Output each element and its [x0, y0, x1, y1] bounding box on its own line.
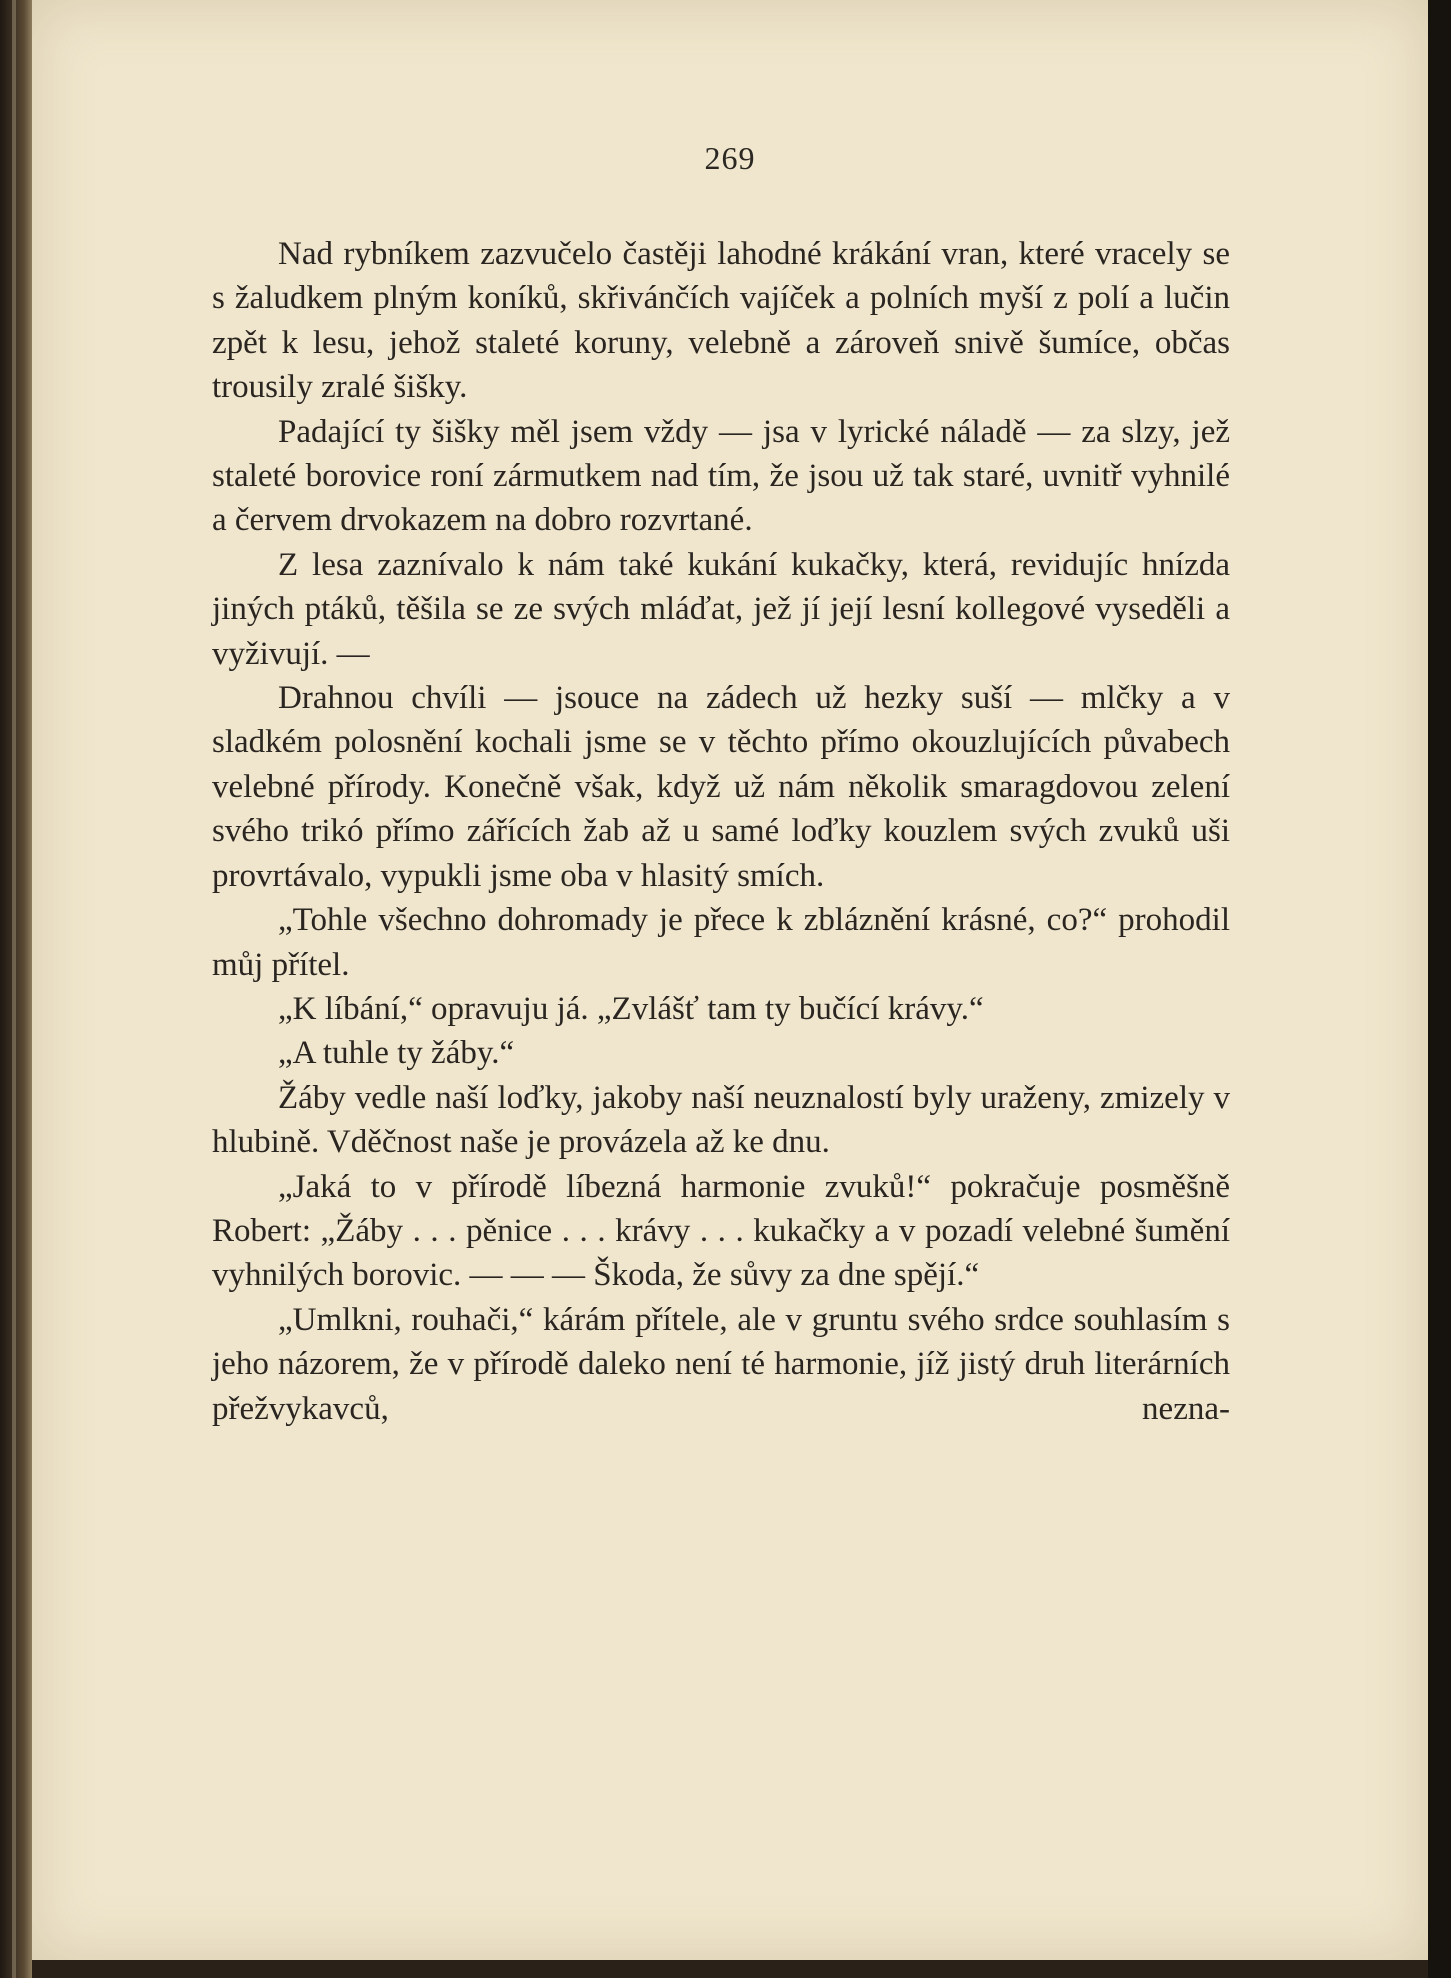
page-bottom-edge	[32, 1960, 1428, 1978]
paragraph-5: „Tohle všechno dohromady je přece k zbláznění krásné, co?“ prohodil můj přítel.	[212, 902, 1230, 983]
paragraph-1: Nad rybníkem zazvučelo častěji lahodné krákání vran, které vracely se s žaludkem plným koníků, skřivánčích vajíček a polních myší z polí a lučin zpět k lesu, jehož staleté koruny, velebně a zároveň snivě šumíce, občas trousily zralé šišky.	[212, 236, 1230, 406]
book-page	[32, 0, 1428, 1960]
paragraph-2: Padající ty šišky měl jsem vždy — jsa v lyrické náladě — za slzy, jež staleté borovice roní zármutkem nad tím, že jsou už tak staré, uvnitř vyhnilé a červem drvokazem na dobro rozvrtané.	[212, 413, 1230, 539]
page-right-edge	[1428, 0, 1451, 1978]
paragraph-9: „Jaká to v přírodě líbezná harmonie zvuků!“ pokračuje posměšně Robert: „Žáby . . . pěnice . . . krávy . . . kukačky a v pozadí velebné šumění vyhnilých borovic. — — — Škoda, že sůvy za dne spějí.“	[212, 1168, 1230, 1294]
book-gutter	[0, 0, 32, 1978]
paragraph-8: Žáby vedle naší loďky, jakoby naší neuznalostí byly uraženy, zmizely v hlubině. Vděčnost naše je provázela až ke dnu.	[212, 1079, 1230, 1161]
paragraph-10: „Umlkni, rouhači,“ kárám přítele, ale v gruntu svého srdce souhlasím s jeho názorem, že v přírodě daleko není té harmonie, jíž jistý druh literárních přežvykavců, nezna-	[212, 1301, 1230, 1427]
paragraph-3: Z lesa zaznívalo k nám také kukání kukačky, která, revidujíc hnízda jiných ptáků, těšila se ze svých mláďat, jež jí její lesní kollegové vyseděli a vyživují. —	[212, 546, 1230, 672]
paragraph-4: Drahnou chvíli — jsouce na zádech už hezky suší — mlčky a v sladkém polosnění kochali jsme se v těchto přímo okouzlujících půvabech velebné přírody. Konečně však, když už nám několik smaragdovou zelení svého trikó přímo zářících žab až u samé loďky kouzlem svých zvuků uši provrtávalo, vypukli jsme oba v hlasitý smích.	[212, 680, 1230, 894]
page-number: 269	[704, 140, 756, 176]
gutter-shadow-line	[12, 0, 16, 1978]
paragraph-6: „K líbání,“ opravuju já. „Zvlášť tam ty bučící krávy.“	[278, 990, 984, 1027]
body-text	[212, 232, 1230, 1431]
paragraph-7: „A tuhle ty žáby.“	[278, 1035, 515, 1072]
